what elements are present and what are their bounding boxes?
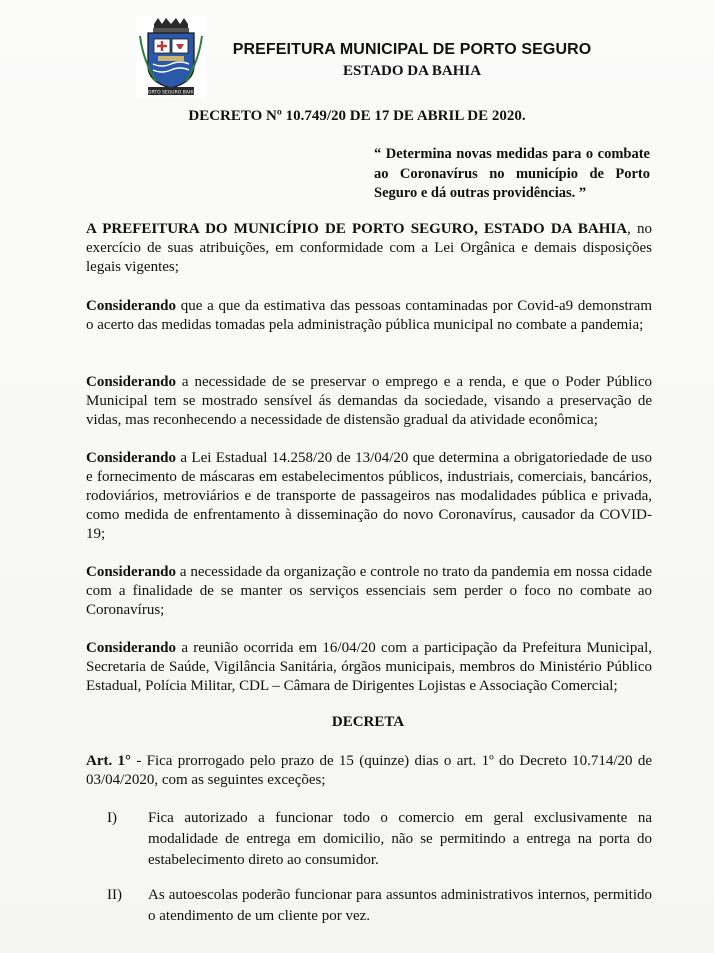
exception-marker: II) (107, 887, 122, 903)
state-title: ESTADO DA BAHIA (342, 63, 482, 79)
consideration-text: que a que da estimativa das pessoas contaminadas por Covid-a9 demonstram o acerto das medidas tomadas pela administração pública municipal no combate a pandemia; (86, 298, 652, 333)
intro-lead: A PREFEITURA DO MUNICÍPIO DE PORTO SEGURO, ESTADO DA BAHIA (86, 221, 628, 237)
article-1-lead: Art. 1° (86, 753, 132, 769)
consideration-text: a necessidade da organização e controle no trato da pandemia em nossa cidade com a finalidade de se manter os serviços essenciais sem perder o foco no combate ao Coronavírus; (86, 564, 652, 618)
consideration-text: a reunião ocorrida em 16/04/20 com a participação da Prefeitura Municipal, Secretaria de Saúde, Vigilância Sanitária, órgãos municipais, membros do Ministério Público Estadual, Polícia Militar, CDL – Câmara de Dirigentes Lojistas e Associação Comercial; (86, 640, 652, 694)
consideration-paragraph (86, 297, 652, 335)
consideration-lead: Considerando (86, 564, 177, 580)
consideration-paragraph (86, 373, 652, 430)
decree-number: DECRETO Nº 10.749/20 DE 17 DE ABRIL DE 2020. (188, 108, 526, 124)
article-1-paragraph (86, 752, 652, 790)
decreta-heading: DECRETA (331, 714, 405, 730)
consideration-lead: Considerando (86, 450, 177, 466)
exception-text: Fica autorizado a funcionar todo o comercio em geral exclusivamente na modalidade de entrega em domicilio, não se permitindo a entrega na porta do estabelecimento direto ao consumidor. (148, 810, 652, 868)
crest-motto: PORTO SEGURO BAHIA (145, 90, 197, 96)
consideration-paragraph (86, 449, 652, 544)
article-1-text: - Fica prorrogado pelo prazo de 15 (quinze) dias o art. 1º do Decreto 10.714/20 de 03/04/2020, com as seguintes exceções; (86, 753, 652, 788)
consideration-lead: Considerando (86, 640, 177, 656)
municipal-coat-of-arms-icon (136, 16, 206, 98)
consideration-lead: Considerando (86, 374, 177, 390)
exception-marker: I) (107, 810, 117, 826)
intro-text: , no exercício de suas atribuições, em conformidade com a Lei Orgânica e demais disposições legais vigentes; (86, 221, 652, 275)
consideration-lead: Considerando (86, 298, 177, 314)
decree-summary: “ Determina novas medidas para o combate ao Coronavírus no município de Porto Seguro e dá outras providências. ” (374, 146, 650, 201)
intro-paragraph (86, 220, 652, 277)
document-header (136, 16, 616, 98)
consideration-paragraph (86, 563, 652, 620)
consideration-text: a Lei Estadual 14.258/20 de 13/04/20 que determina a obrigatoriedade de uso e fornecimento de máscaras em estabelecimentos públicos, industriais, comerciais, bancários, rodoviários, metroviários e de transporte de passageiros nas modalidades pública e privada, como medida de enfrentamento à disseminação do novo Coronavírus, causador da COVID-19; (86, 450, 652, 542)
municipality-title: PREFEITURA MUNICIPAL DE PORTO SEGURO (232, 41, 592, 58)
header-text (217, 40, 607, 81)
exception-text: As autoescolas poderão funcionar para assuntos administrativos internos, permitido o atendimento de um cliente por vez. (148, 887, 652, 924)
consideration-paragraph (86, 639, 652, 696)
consideration-text: a necessidade de se preservar o emprego e a renda, e que o Poder Público Municipal tem se mostrado sensível ás demandas da sociedade, visando a preservação de vidas, mas reconhecendo a necessidade de distensão gradual da atividade econômica; (86, 374, 652, 428)
